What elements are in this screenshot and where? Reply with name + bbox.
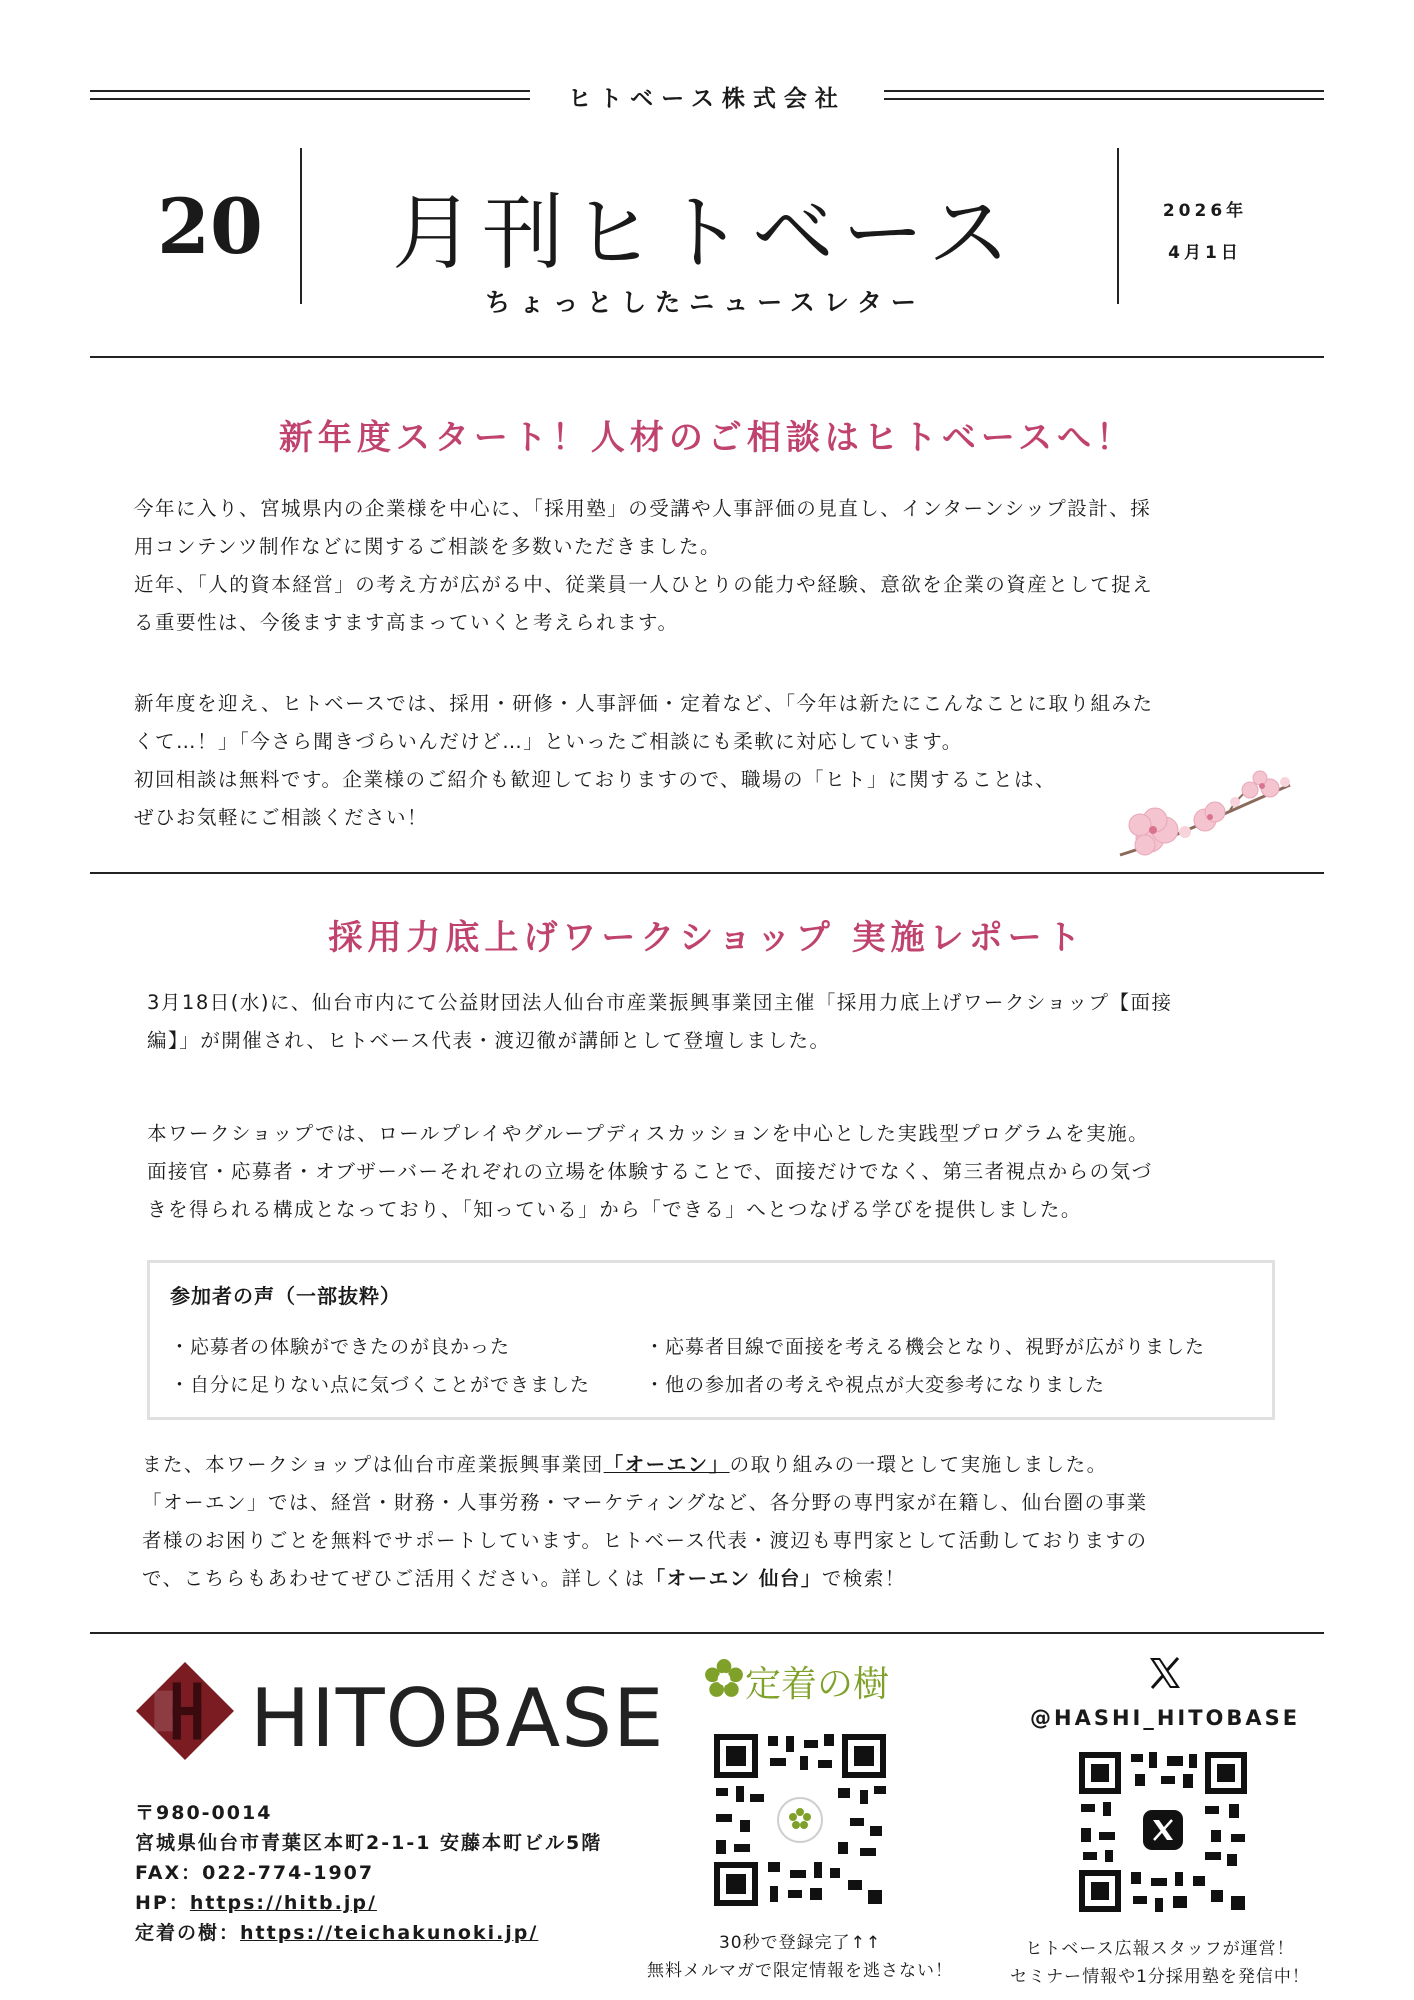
text-line: ぜひお気軽にご相談ください！ [134, 806, 429, 829]
teichaku-logo-text: 定着の樹 [745, 1664, 890, 1705]
company-name: ヒトベース株式会社 [568, 86, 846, 112]
text-line: 用コンテンツ制作などに関するご相談を多数いただきました。 [134, 535, 722, 558]
qr1-caption-1: 30秒で登録完了↑↑ [718, 1933, 882, 1953]
teichaku-flower-icon [703, 1658, 745, 1700]
address: 宮城県仙台市青葉区本町2-1-1 安藤本町ビル5階 [135, 1832, 603, 1854]
hitobase-wordmark: HITOBASE [250, 1672, 665, 1765]
voice-item: ・応募者目線で面接を考える機会となり、視野が広がりました [645, 1336, 1206, 1358]
section1-paragraph-2 [134, 685, 1153, 837]
text-line: 編】」が開催され、ヒトベース代表・渡辺徹が講師として登壇しました。 [147, 1029, 831, 1052]
fax: FAX：022-774-1907 [135, 1862, 375, 1884]
x-handle[interactable]: @HASHI_HITOBASE [1030, 1706, 1301, 1730]
text-line: る重要性は、今後ますます高まっていくと考えられます。 [134, 611, 679, 634]
qr1-caption-2: 無料メルマガで限定情報を逃さない！ [647, 1961, 953, 1981]
teichaku-link[interactable]: https://teichakunoki.jp/ [240, 1922, 539, 1944]
teichaku-label: 定着の樹： [135, 1922, 241, 1944]
text-line: 新年度を迎え、ヒトベースでは、採用・研修・人事評価・定着など、「今年は新たにこんなことに取り組みた [134, 692, 1154, 715]
footer-divider [90, 1632, 1324, 1634]
ouen-name-text: 「オーエン」 [603, 1453, 730, 1476]
text-line: 今年に入り、宮城県内の企業様を中心に、「採用塾」の受講や人事評価の見直し、インターンシップ設計、採 [134, 497, 1152, 520]
hp-link[interactable]: https://hitb.jp/ [189, 1892, 377, 1914]
text-line: くて…！」「今さら聞きづらいんだけど…」といったご相談にも柔軟に対応しています。 [134, 730, 963, 753]
postal-code: 〒980-0014 [135, 1802, 273, 1824]
section2-paragraph-1 [147, 984, 1173, 1060]
section1-heading: 新年度スタート！人材のご相談はヒトベースへ！ [278, 418, 1136, 458]
text-line [142, 1446, 1148, 1484]
issue-date-year: 2026年 [1162, 201, 1248, 221]
newsletter-subtitle: ちょっとしたニュースレター [485, 288, 925, 317]
mailmagazine-qr-code[interactable] [710, 1730, 890, 1910]
masthead-bottom-rule [90, 356, 1324, 358]
text-line: 3月18日(水)に、仙台市内にて公益財団法人仙台市産業振興事業団主催「採用力底上げワークショップ【面接 [147, 991, 1173, 1014]
masthead-divider-right [1117, 148, 1119, 304]
text-line: 「オーエン」では、経営・財務・人事労務・マーケティングなど、各分野の専門家が在籍し、仙台圏の事業 [142, 1491, 1148, 1514]
voice-item: ・応募者の体験ができたのが良かった [170, 1336, 511, 1358]
text-line: 本ワークショップでは、ロールプレイやグループディスカッションを中心とした実践型プログラムを実施。 [147, 1122, 1150, 1145]
ouen-name [604, 1453, 730, 1476]
x-logo-icon [1146, 1654, 1184, 1692]
voice-item: ・他の参加者の考えや視点が大変参考になりました [645, 1374, 1106, 1396]
section1-paragraph-1 [134, 490, 1153, 642]
teichaku-line [135, 1918, 538, 1945]
text-line: 面接官・応募者・オブザーバーそれぞれの立場を体験することで、面接だけでなく、第三者視点からの気づ [147, 1160, 1153, 1183]
qr2-caption-1: ヒトベース広報スタッフが運営！ [1025, 1939, 1295, 1959]
voices-title: 参加者の声（一部抜粋） [170, 1284, 401, 1308]
text-line: 近年、「人的資本経営」の考え方が広がる中、従業員一人ひとりの能力や経験、意欲を企業の資産として捉え [134, 573, 1154, 596]
hp-line [135, 1888, 377, 1915]
section2-paragraph-2 [147, 1115, 1153, 1229]
section2-heading: 採用力底上げワークショップ 実施レポート [328, 918, 1086, 958]
closing-l1-pre: また、本ワークショップは仙台市産業振興事業団 [142, 1453, 604, 1476]
hitobase-logo-icon [134, 1660, 236, 1762]
text-line: 初回相談は無料です。企業様のご紹介も歓迎しておりますので、職場の「ヒト」に関することは、 [134, 768, 1057, 791]
text-line [142, 1560, 1148, 1598]
text-line: きを得られる構成となっており、「知っている」から「できる」へとつなげる学びを提供しました。 [147, 1198, 1082, 1221]
cherry-blossom-illustration [1110, 760, 1300, 870]
section-divider-1 [90, 872, 1324, 874]
newsletter-title: 月刊ヒトベース [392, 186, 1018, 281]
voice-item: ・自分に足りない点に気づくことができました [170, 1374, 591, 1396]
issue-date-day: 4月1日 [1168, 243, 1242, 263]
text-line: 者様のお困りごとを無料でサポートしています。ヒトベース代表・渡辺も専門家として活動しておりますの [142, 1529, 1148, 1552]
x-account-qr-code[interactable] [1075, 1748, 1251, 1916]
hp-label: HP： [135, 1892, 190, 1914]
search-keyword: 「オーエン 仙台」 [645, 1567, 822, 1590]
section2-closing [142, 1446, 1148, 1598]
closing-l1-post: の取り組みの一環として実施しました。 [729, 1453, 1108, 1476]
closing-l4-post: で検索！ [821, 1567, 906, 1590]
closing-l4-pre: で、こちらもあわせてぜひご活用ください。詳しくは [142, 1567, 646, 1590]
issue-number: 20 [157, 182, 263, 271]
qr2-caption-2: セミナー情報や1分採用塾を発信中！ [1010, 1967, 1310, 1987]
